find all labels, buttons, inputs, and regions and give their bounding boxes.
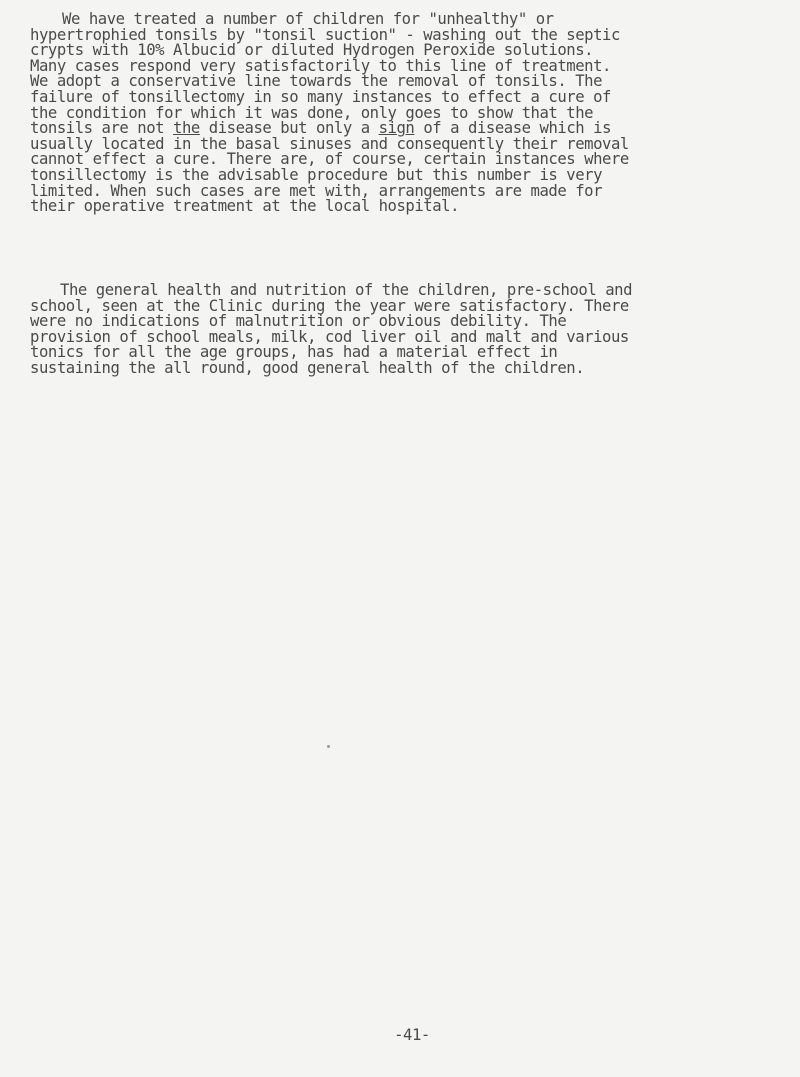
paragraph-general-health [30, 283, 782, 377]
text-line: provision of school meals, milk, cod liver oil and malt and various [30, 327, 629, 346]
text-line: tonsillectomy is the advisable procedure but this number is very [30, 165, 603, 184]
text-line: school, seen at the Clinic during the year were satisfactory. There [30, 296, 629, 315]
text-line-segment: tonsils are not [30, 119, 174, 138]
text-line-segment: disease but only a [199, 119, 379, 138]
text-line: their operative treatment at the local hospital. [30, 197, 460, 216]
text-line: sustaining the all round, good general health of the children. [30, 358, 585, 377]
text-line: usually located in the basal sinuses and consequently their removal [30, 134, 629, 153]
text-line: crypts with 10% Albucid or diluted Hydrogen Peroxide solutions. [30, 41, 594, 60]
text-line: the condition for which it was done, only goes to show that the [30, 103, 594, 122]
underlined-word-the: the [173, 119, 200, 138]
paper-speck [327, 745, 330, 748]
text-line: The general health and nutrition of the children, pre-school and [60, 281, 633, 299]
text-line: limited. When such cases are met with, arrangements are made for [30, 181, 603, 200]
text-line: hypertrophied tonsils by "tonsil suction" - washing out the septic [30, 25, 620, 44]
text-line: failure of tonsillectomy in so many instances to effect a cure of [30, 87, 611, 106]
page-number: -41- [394, 1026, 430, 1044]
text-line: Many cases respond very satisfactorily to this line of treatment. [30, 56, 611, 75]
text-line-segment: of a disease which is [414, 119, 612, 138]
text-line: We have treated a number of children for "unhealthy" or [62, 10, 554, 28]
text-line: cannot effect a cure. There are, of course, certain instances where [30, 150, 629, 169]
underlined-word-sign: sign [378, 119, 415, 138]
text-line: were no indications of malnutrition or obvious debility. The [30, 312, 567, 331]
text-line: tonics for all the age groups, has had a material effect in [30, 343, 558, 362]
text-line: We adopt a conservative line towards the removal of tonsils. The [30, 72, 603, 91]
paragraph-tonsil-treatment [30, 12, 782, 215]
